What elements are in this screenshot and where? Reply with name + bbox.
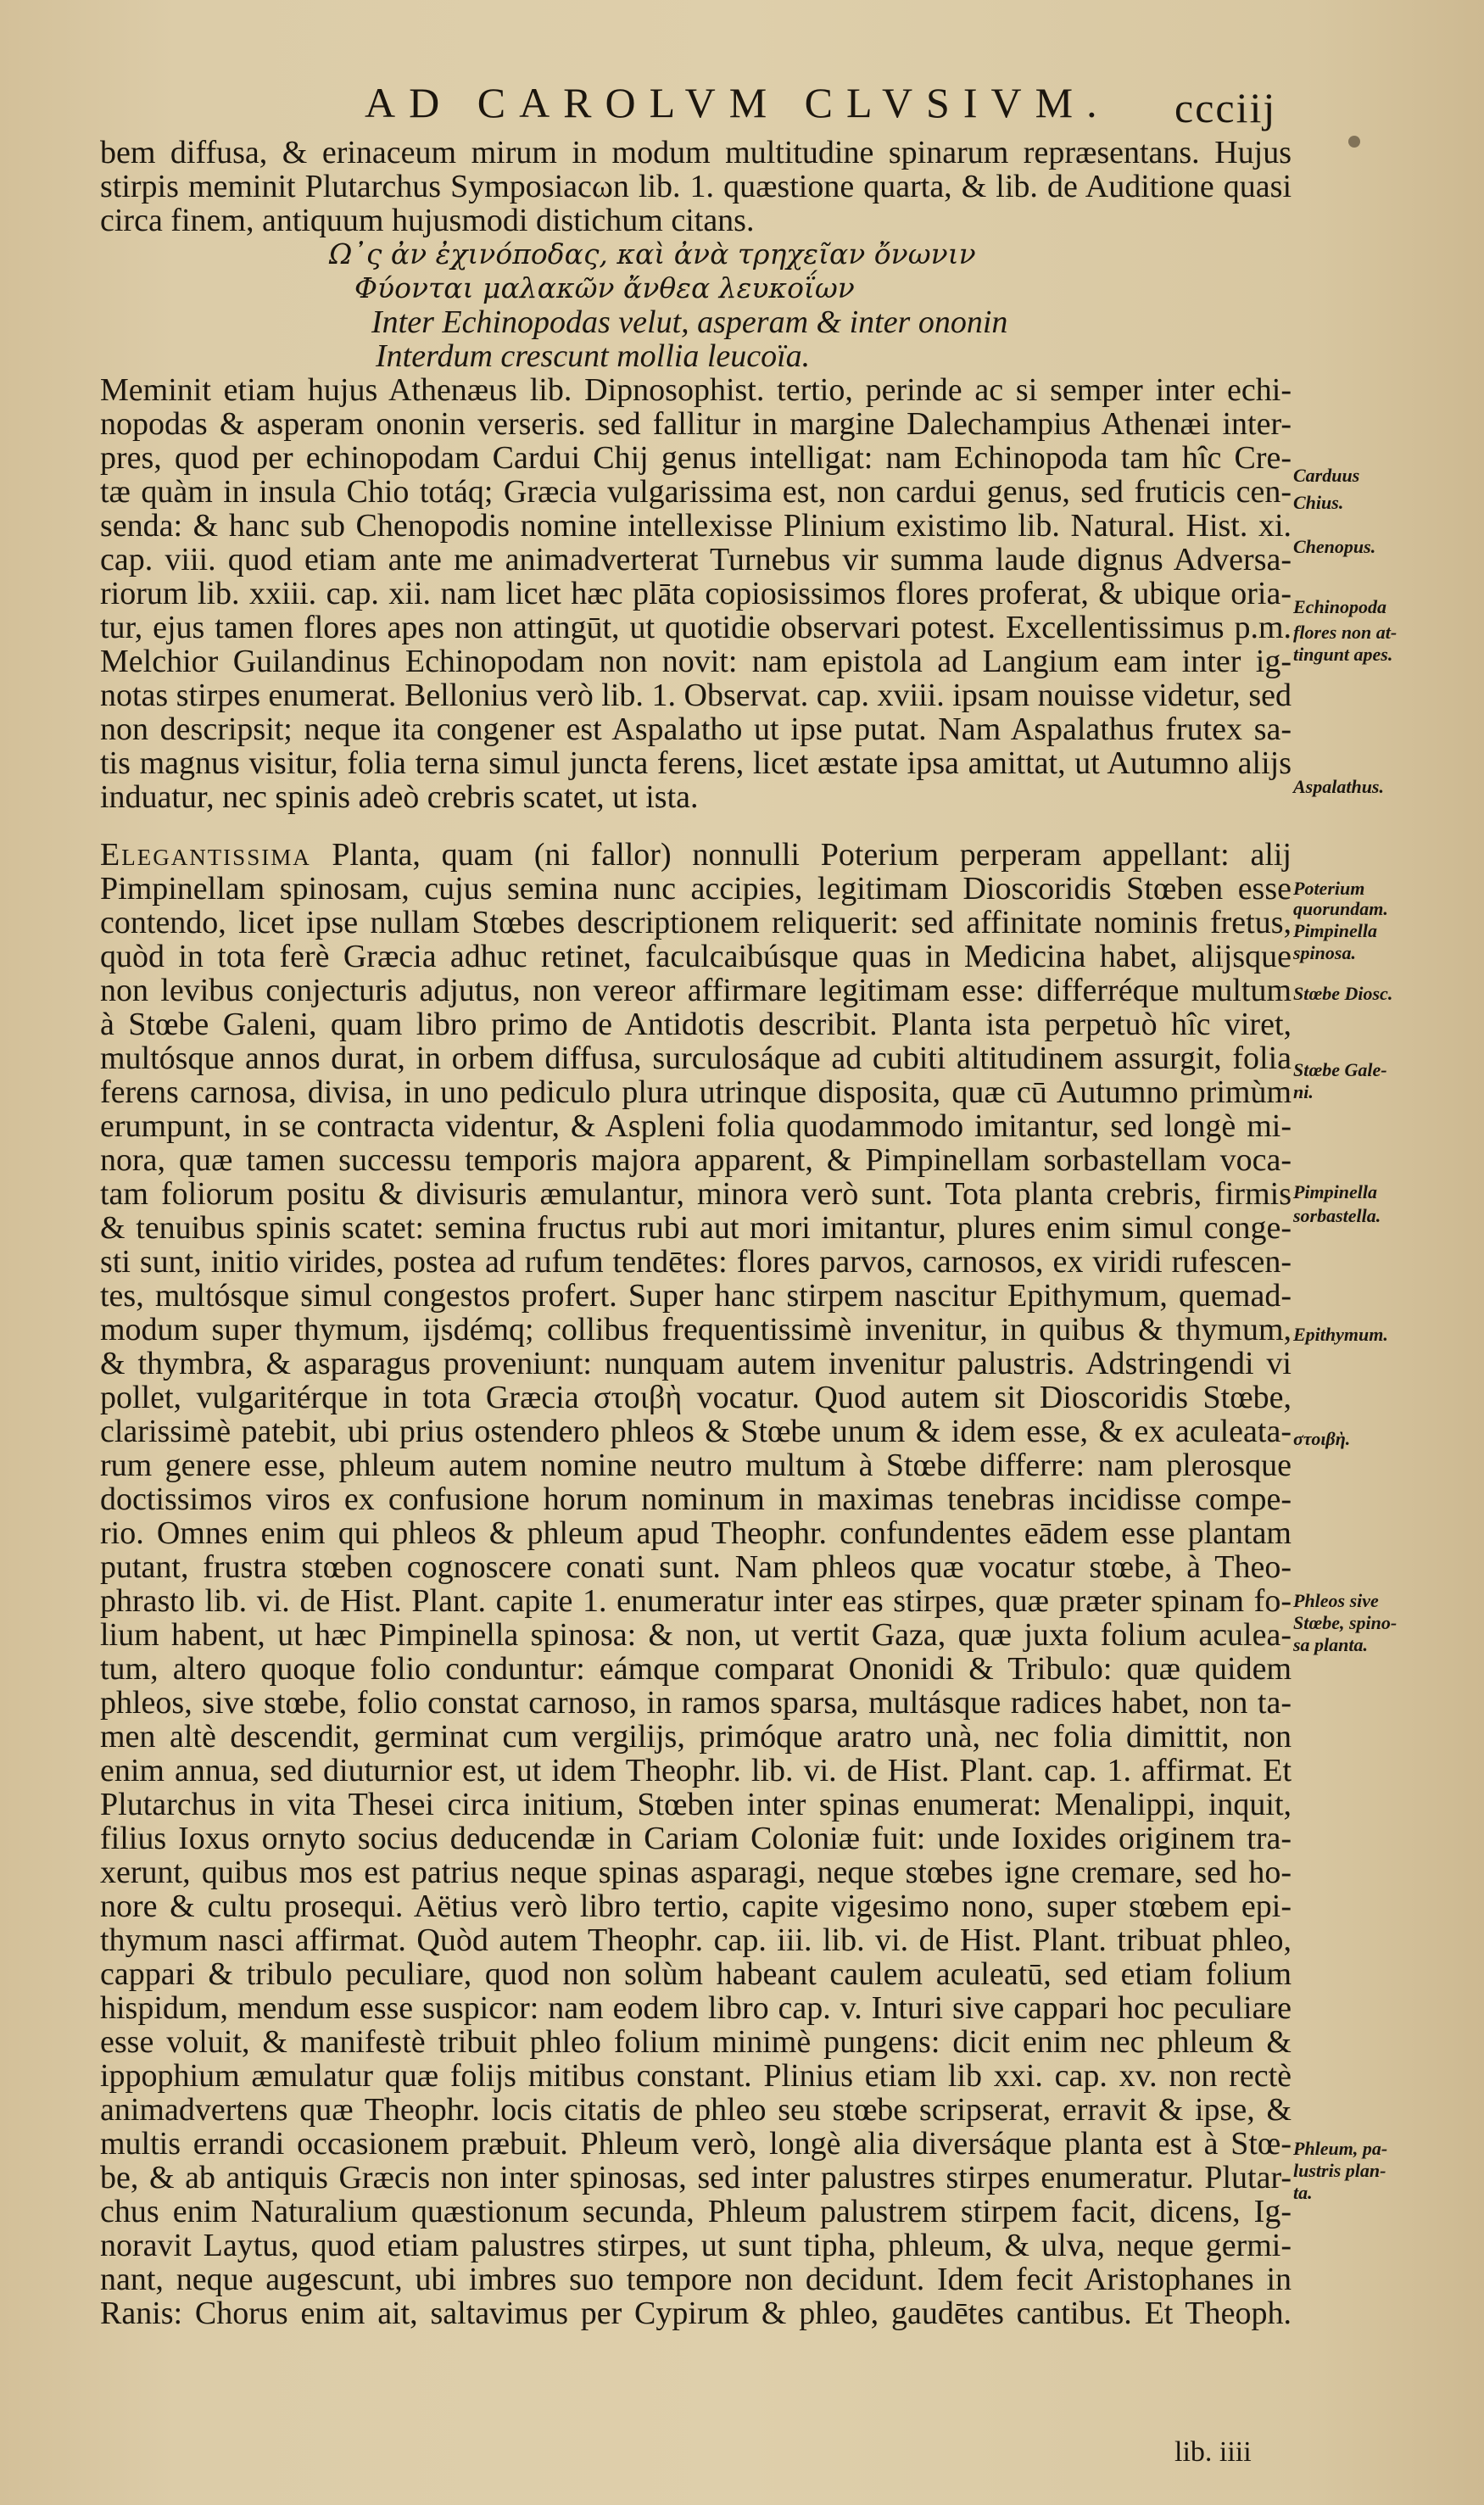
text-line: nant, neque augescunt, ubi imbres suo tempore non decidunt. Idem fecit Aristophanes in xyxy=(100,2262,1292,2296)
margin-note: Aspalathus. xyxy=(1293,776,1384,797)
text-line: filius Ioxus ornyto socius deducendæ in Cariam Coloniæ fuit: unde Ioxides originem tra- xyxy=(100,1822,1292,1855)
text-line: rio. Omnes enim qui phleos & phleum apud Theophr. confundentes eādem esse plantam xyxy=(100,1516,1292,1550)
latin-verse-line: Interdum crescunt mollia leucoïa. xyxy=(376,338,811,374)
margin-note: Pimpinella xyxy=(1293,920,1377,941)
margin-note: Stœbe Gale- xyxy=(1293,1059,1387,1080)
text-line: induatur, nec spinis adeò crebris scatet, ut ista. xyxy=(100,780,699,814)
margin-note: tingunt apes. xyxy=(1293,644,1393,665)
text-line: stirpis meminit Plutarchus Symposiacωn lib. 1. quæstione quarta, & lib. de Auditione quasi xyxy=(100,170,1292,204)
greek-verse-line: Φύονται μαλακῶν ἄνθεα λευκοΐων xyxy=(354,271,855,304)
text-line: chus enim Naturalium quæstionum secunda, Phleum palustrem stirpem facit, dicens, Ig- xyxy=(100,2195,1292,2229)
margin-note: Carduus xyxy=(1293,465,1360,486)
margin-note: Epithymum. xyxy=(1293,1324,1388,1345)
margin-note: lustris plan- xyxy=(1293,2160,1386,2181)
margin-note: Stœbe, spino- xyxy=(1293,1612,1398,1633)
text-line: circa finem, antiquum hujusmodi distichum citans. xyxy=(100,204,755,237)
text-line: tam foliorum positu & divisuris æmulantur, minora verò sunt. Tota planta crebris, firmis xyxy=(100,1177,1292,1211)
text-line: be, & ab antiquis Græcis non inter spinosas, sed inter palustres stirpes enumeratur. Plutar- xyxy=(100,2161,1292,2195)
text-line: phleos, sive stœbe, folio constat carnoso, in ramos sparsa, multásque radices habet, non ta- xyxy=(100,1686,1292,1720)
margin-note: flores non at- xyxy=(1293,622,1398,643)
margin-note: στοιβὴ. xyxy=(1293,1428,1351,1449)
text-line: quòd in tota ferè Græcia adhuc retinet, faculcaibúsque quas in Medicina habet, alijsque xyxy=(100,940,1292,974)
margin-note: sa planta. xyxy=(1293,1634,1369,1655)
text-line: non descripsit; neque ita congener est Aspalatho ut ipse putat. Nam Aspalathus frutex sa- xyxy=(100,712,1292,746)
margin-note: Chenopus. xyxy=(1293,536,1376,557)
text-line: enim annua, sed diuturnior est, ut idem Theophr. lib. vi. de Hist. Plant. cap. 1. affirmat. Et xyxy=(100,1754,1292,1788)
text-line: rum genere esse, phleum autem nomine neutro multum à Stœbe differre: nam plerosque xyxy=(100,1448,1292,1482)
text-line: notas stirpes enumerat. Bellonius verò lib. 1. Observat. cap. xviii. ipsam nouisse videtur, sed xyxy=(100,678,1292,712)
text-line: modum super thymum, ijsdémq; collibus frequentissimè invenitur, in quibus & thymum, xyxy=(100,1313,1292,1347)
margin-note: Chius. xyxy=(1293,492,1344,513)
text-line: men altè descendit, germinat cum vergilijs, primóque aratro unà, nec folia dimittit, non xyxy=(100,1720,1292,1754)
text-line: animadvertens quæ Theophr. locis citatis de phleo seu stœbe scripserat, erravit & ipse, & xyxy=(100,2093,1292,2127)
margin-note: Phleos sive xyxy=(1293,1590,1379,1611)
text-line: nopodas & asperam ononin verseris. sed fallitur in margine Dalechampius Athenæi inter- xyxy=(100,407,1292,441)
paragraph-body xyxy=(100,872,1292,2330)
text-line: tum, altero quoque folio conduntur: eámque comparat Ononidi & Tribulo: quæ quidem xyxy=(100,1652,1292,1686)
text-line: Plutarchus in vita Thesei circa initium, Stœben inter spinas enumerat: Menalippi, inquit, xyxy=(100,1788,1292,1822)
text-line: Meminit etiam hujus Athenæus lib. Dipnosophist. tertio, perinde ac si semper inter echi- xyxy=(100,373,1292,407)
text-line: Ranis: Chorus enim ait, saltavimus per Cypirum & phleo, gaudētes cantibus. Et Theoph. xyxy=(100,2296,1292,2330)
margin-note: Stœbe Diosc. xyxy=(1293,983,1393,1004)
latin-verse-line: Inter Echinopodas velut, asperam & inter ononin xyxy=(371,304,1008,340)
text-line: tis magnus visitur, folia terna simul juncta ferens, licet æstate ipsa amittat, ut Autumno alijs xyxy=(100,746,1292,780)
paragraph-opening-line xyxy=(100,838,1292,872)
text-line: contendo, licet ipse nullam Stœbes descriptionem reliquerit: sed affinitate nominis fretus, xyxy=(100,906,1292,940)
text-line: cappari & tribulo peculiare, quod non solùm habeant caulem aculeatū, sed etiam folium xyxy=(100,1957,1292,1991)
text-line: nore & cultu prosequi. Aëtius verò libro tertio, capite vigesimo nono, super stœbem epi- xyxy=(100,1889,1292,1923)
margin-note: ta. xyxy=(1293,2182,1313,2203)
text-line: Pimpinellam spinosam, cujus semina nunc accipies, legitimam Dioscoridis Stœben esse xyxy=(100,872,1292,906)
text-line: doctissimos viros ex confusione horum nominum in maximas tenebras incidisse compe- xyxy=(100,1482,1292,1516)
text-line: pres, quod per echinopodam Cardui Chij genus intelligat: nam Echinopoda tam hîc Cre- xyxy=(100,441,1292,475)
text-line: multis errandi occasionem præbuit. Phleum verò, longè alia diversáque planta est à Stœ- xyxy=(100,2127,1292,2161)
text-line: & tenuibus spinis scatet: semina fructus rubi aut mori imitantur, plures enim simul conge- xyxy=(100,1211,1292,1245)
text-line: ferens carnosa, divisa, in uno pediculo plura utrinque disposita, quæ cū Autumno primùm xyxy=(100,1075,1292,1109)
margin-note: spinosa. xyxy=(1293,942,1356,963)
text-line: tæ quàm in insula Chio totáq; Græcia vulgarissima est, non cardui genus, sed fruticis cen- xyxy=(100,475,1292,509)
text-line: thymum nasci affirmat. Quòd autem Theophr. cap. iii. lib. vi. de Hist. Plant. tribuat phleo, xyxy=(100,1923,1292,1957)
text-line: Melchior Guilandinus Echinopodam non novit: nam epistola ad Langium eam inter ig- xyxy=(100,644,1292,678)
margin-note: quorundam. xyxy=(1293,898,1388,919)
text-line: multósque annos durat, in orbem diffusa, surculosáque ad cubiti altitudinem assurgit, folia xyxy=(100,1041,1292,1075)
text-line: tur, ejus tamen flores apes non attingūt, ut quotidie observari potest. Excellentissimus p.m. xyxy=(100,611,1292,644)
text-line: nora, quæ tamen successu temporis majora apparent, & Pimpinellam sorbastellam voca- xyxy=(100,1143,1292,1177)
margin-note: Echinopoda xyxy=(1293,596,1387,617)
margin-note: Phleum, pa- xyxy=(1293,2138,1388,2159)
text-line: putant, frustra stœben cognoscere conati sunt. Nam phleos quæ vocatur stœbe, à Theo- xyxy=(100,1550,1292,1584)
text-line: à Stœbe Galeni, quam libro primo de Antidotis describit. Planta ista perpetuò hîc viret, xyxy=(100,1007,1292,1041)
text-line: ippophium æmulatur quæ folijs mitibus constant. Plinius etiam lib xxi. cap. xv. non rectè xyxy=(100,2059,1292,2093)
text-line: erumpunt, in se contracta videntur, & Aspleni folia quodammodo imitantur, sed longè mi- xyxy=(100,1109,1292,1143)
text-line: bem diffusa, & erinaceum mirum in modum multitudine spinarum repræsentans. Hujus xyxy=(100,136,1292,170)
text-line: esse voluit, & manifestè tribuit phleo folium minimè pungens: dicit enim nec phleum & xyxy=(100,2025,1292,2059)
text-line: riorum lib. xxiii. cap. xii. nam licet hæc plāta copiosissimos flores proferat, & ubique oria- xyxy=(100,577,1292,611)
margin-note: Pimpinella xyxy=(1293,1181,1377,1202)
catchword: lib. iiii xyxy=(1174,2436,1252,2468)
text-line: senda: & hanc sub Chenopodis nomine intellexisse Plinium existimo lib. Natural. Hist. xi. xyxy=(100,509,1292,543)
text-line: cap. viii. quod etiam ante me animadverterat Turnebus vir summa laude dignus Adversa- xyxy=(100,543,1292,577)
text-line: phrasto lib. vi. de Hist. Plant. capite 1. enumeratur inter eas stirpes, quæ præter spinam fo- xyxy=(100,1584,1292,1618)
margin-note: sorbastella. xyxy=(1293,1205,1381,1226)
text-line: hispidum, mendum esse suspicor: nam eodem libro cap. v. Inturi sive cappari hoc peculiare xyxy=(100,1991,1292,2025)
text-line: sti sunt, initio virides, postea ad rufum tendētes: flores parvos, carnosos, ex viridi rufescen- xyxy=(100,1245,1292,1279)
running-title: AD CAROLVM CLVSIVM. xyxy=(365,79,1111,126)
text-line: xerunt, quibus mos est patrius neque spinas asparagi, neque stœbes igne cremare, sed ho- xyxy=(100,1855,1292,1889)
main-text xyxy=(100,136,1292,2330)
margin-note: ni. xyxy=(1293,1081,1314,1102)
text-line: & thymbra, & asparagus proveniunt: nunquam autem invenitur palustris. Adstringendi vi xyxy=(100,1347,1292,1381)
paragraph-gap xyxy=(100,814,1292,838)
text-line: noravit Laytus, quod etiam palustres stirpes, ut sunt tipha, phleum, & ulva, neque germi- xyxy=(100,2229,1292,2262)
text-line: clarissimè patebit, ubi prius ostendero phleos & Stœbe unum & idem esse, & ex aculeata- xyxy=(100,1414,1292,1448)
text-line: lium habent, ut hæc Pimpinella spinosa: & non, ut vertit Gaza, quæ juxta folium aculea- xyxy=(100,1618,1292,1652)
margin-note: Poterium xyxy=(1293,878,1365,899)
text-line: pollet, vulgaritérque in tota Græcia στοιβὴ vocatur. Quod autem sit Dioscoridis Stœbe, xyxy=(100,1381,1292,1414)
text-line: tes, multósque simul congestos profert. Super hanc stirpem nascitur Epithymum, quemad- xyxy=(100,1279,1292,1313)
greek-verse-line: Ω᾽ς ἀν ἐχινόποδας, καὶ ἀνὰ τρηχεῖαν ὄνωνιν xyxy=(329,237,976,271)
opening-word: Elegantissima xyxy=(100,838,311,872)
folio-number: ccciij xyxy=(1174,84,1277,131)
text-line: non levibus conjecturis adjutus, non vereor affirmare legitimam esse: differréque multum xyxy=(100,974,1292,1007)
opening-line-text: Planta, quam (ni fallor) nonnulli Poterium perperam appellant: alij xyxy=(310,838,1292,872)
